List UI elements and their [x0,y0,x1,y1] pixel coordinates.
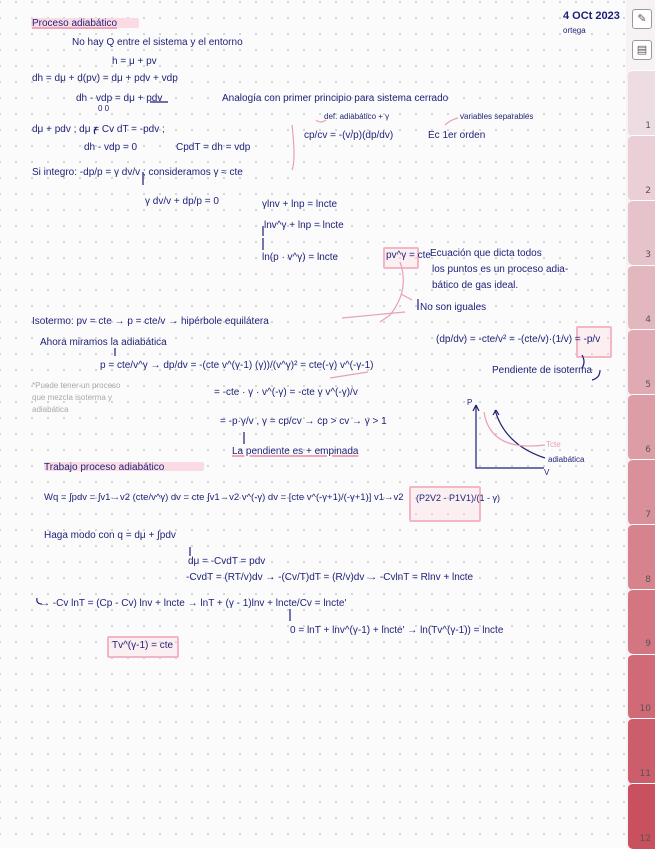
final-result: Tv^(γ-1) = cte [112,640,174,651]
section-tab[interactable] [628,589,655,655]
section-tab-label: 8 [645,574,651,585]
section-tab-label: 11 [639,769,651,780]
graph-adiabatica-label: adiabática [548,455,585,464]
section-tab[interactable] [628,718,655,784]
date-label: 4 OCt 2023 [563,10,620,22]
section-tab[interactable] [628,70,655,136]
text-line: variables separables [460,112,534,121]
text-line: def. adiabático + γ [324,112,390,121]
text-line: p = cte/v^γ → dp/dv = -(cte v^(γ-1) (γ))/(v^γ)² = cte(-γ) v^(-γ-1) [100,360,374,371]
text-line: Pendiente de isoterma [492,365,593,376]
text-line: γlnv + lnp = lncte [262,199,338,210]
section-tab-label: 3 [645,250,651,261]
text-line: lnv^γ + lnp = lncte [264,220,344,231]
text-line: Analogía con primer principio para sistema cerrado [222,93,449,104]
section-tab[interactable] [628,783,655,849]
section-tab[interactable] [628,394,655,460]
text-line: (dp/dv) = -cte/v² = -(cte/v)·(1/v) = -p/v [436,334,601,345]
text-line: No hay Q entre el sistema y el entorno [72,37,243,48]
section-tab[interactable] [628,524,655,590]
text-line: → -Cv lnT = (Cp - Cv) lnv + lncte → lnT + (γ - 1)lnv + lncte/Cv = lncte' [40,598,347,609]
text-line: γ dv/v + dp/p = 0 [145,196,219,207]
section-tab-label: 6 [645,444,651,455]
author-label: ortega [563,26,586,35]
text-line: dμ + pdv ; dμ = Cv dT = -pdv ; [32,124,165,135]
section-tab[interactable] [628,200,655,266]
section-tab-label: 2 [645,185,651,196]
side-note: adiabática [32,405,69,414]
text-line: Si integro: -dp/p = γ dv/v ; consideramos γ ≈ cte [32,167,243,178]
section-tab-label: 9 [645,639,651,650]
text-line: Ecuación que dicta todos [430,248,542,259]
text-line: bático de gas ideal. [432,280,519,291]
section-tab[interactable] [628,265,655,331]
page-title: Proceso adiabático [32,18,118,29]
text-line: dh - vdp = dμ + pdv [76,93,163,104]
text-line: h = μ + pv [112,56,157,67]
text-line: Haga modo con q = dμ + ∫pdv [44,530,176,541]
text-line: dh - vdp = 0 [84,142,138,153]
text-line: = -cte · γ · v^(-γ) = -cte γ v^(-γ)/v [214,387,358,398]
text-line: = -p·γ/v , γ = cp/cv → cp > cv → γ > 1 [220,416,387,427]
text-line: La pendiente es + empinada [232,446,359,457]
text-line: Wq = ∫pdv = ∫v1→v2 (cte/v^γ) dv = cte ∫v1→v2 v^(-γ) dv = [cte v^(-γ+1)/(-γ+1)] v1→v2 [44,492,404,503]
adiabatic-equation: pv^γ = cte [386,250,431,261]
text-line: Ec 1er orden [428,130,486,141]
text-line: -CvdT = (RT/v)dv → -(Cv/T)dT = (R/v)dv → -CvlnT = Rlnv + lncte [186,572,474,583]
text-line: Isotermo: pv = cte → p = cte/v → hipérbole equilátera [32,316,269,327]
section-tab-label: 12 [639,833,651,844]
graph-p-label: P [467,398,473,407]
graph-tcte-label: Tcte [546,440,561,449]
section-tab[interactable] [628,329,655,395]
section-tab-label: 7 [645,509,651,520]
section-tab-label: 4 [645,315,651,326]
text-line: dh = dμ + d(pv) = dμ + pdv + vdp [32,73,178,84]
text-line: ln(p · v^γ) = lncte [262,252,339,263]
section-tab[interactable] [628,459,655,525]
text-line: dμ = -CvdT = pdv [188,556,266,567]
text-line: cp/cv = -(v/p)(dp/dv) [304,130,394,141]
text-line: 0 = lnT + lnv^(γ-1) + lncte' → ln(Tv^(γ-1)) = lncte [290,625,504,636]
section-tab[interactable] [628,654,655,720]
side-note: que mezcla isoterma y [32,393,113,402]
text-line: los puntos es un proceso adia- [432,264,569,275]
notebook-icon[interactable]: ▤ [632,40,652,60]
pen-icon[interactable]: ✎ [632,9,652,29]
text-line: Ahora miramos la adiabática [40,337,167,348]
graph-v-label: V [544,468,550,477]
text-line: CpdT = dh = vdp [176,142,251,153]
work-result: (P2V2 - P1V1)/(1 - γ) [416,493,501,503]
section-tab-label: 10 [639,704,651,715]
section-tab[interactable] [628,135,655,201]
side-note: *Puede tener un proceso [32,381,121,390]
section-tab-label: 5 [645,380,651,391]
section-tab-label: 1 [645,120,651,131]
text-line: No son iguales [420,302,487,313]
section-heading: Trabajo proceso adiabático [44,462,165,473]
text-line: 0 0 [98,104,110,113]
